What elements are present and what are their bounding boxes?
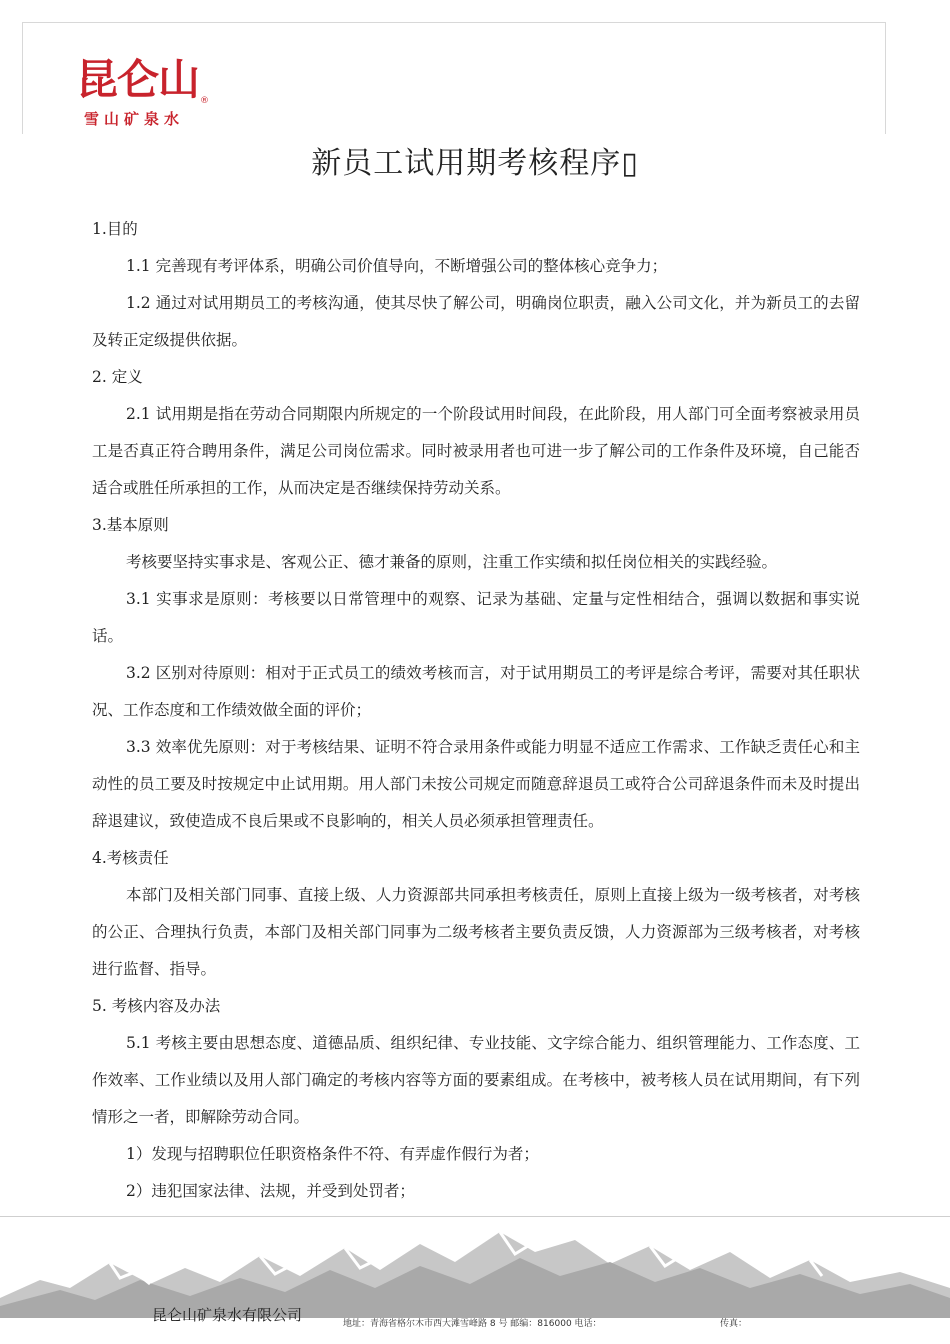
registered-mark: ® [200, 96, 209, 106]
body-paragraph: 本部门及相关部门同事、直接上级、人力资源部共同承担考核责任，原则上直接上级为一级考核者，对考核的公正、合理执行负责，本部门及相关部门同事为二级考核者主要负责反馈，人力资源部为三级考核者，对考核进行监督、指导。 [92, 886, 860, 978]
section-heading: 5. 考核内容及办法 [92, 997, 221, 1015]
body-paragraph: 1.1 完善现有考评体系，明确公司价值导向，不断增强公司的整体核心竞争力； [126, 257, 668, 275]
footer-company-name: 昆仑山矿泉水有限公司 [152, 1306, 303, 1324]
section-heading: 2. 定义 [92, 368, 143, 386]
document-title: 新员工试用期考核程序▯ [311, 146, 639, 181]
section-heading: 3.基本原则 [92, 516, 169, 534]
section-heading: 4.考核责任 [92, 849, 169, 867]
mountain-range-graphic [0, 1218, 950, 1318]
document-body [92, 211, 860, 1210]
page-footer [0, 1208, 950, 1344]
body-paragraph: 3.3 效率优先原则：对于考核结果、证明不符合录用条件或能力明显不适应工作需求、工作缺乏责任心和主动性的员工要及时按规定中止试用期。用人部门未按公司规定而随意辞退员工或符合公司辞退条件而未及时提出辞退建议，致使造成不良后果或不良影响的，相关人员必须承担管理责任。 [92, 738, 860, 830]
footer-divider [0, 1216, 950, 1217]
footer-address: 地址：青海省格尔木市西大滩雪峰路 8 号 邮编：816000 电话： [343, 1319, 602, 1329]
brand-subtitle: 雪山矿泉水 [84, 110, 185, 128]
frame-top-line [22, 22, 886, 23]
body-paragraph: 3.2 区别对待原则：相对于正式员工的绩效考核而言，对于试用期员工的考评是综合考评，需要对其任职状况、工作态度和工作绩效做全面的评价； [92, 664, 860, 719]
brand-logo [76, 56, 216, 136]
body-paragraph: 3.1 实事求是原则：考核要以日常管理中的观察、记录为基础、定量与定性相结合，强调以数据和事实说话。 [92, 590, 860, 645]
body-paragraph: 考核要坚持实事求是、客观公正、德才兼备的原则，注重工作实绩和拟任岗位相关的实践经验。 [126, 553, 778, 571]
frame-left-line [22, 22, 23, 134]
section-heading: 1.目的 [92, 220, 138, 238]
body-paragraph: 2）违犯国家法律、法规，并受到处罚者； [126, 1182, 415, 1200]
body-paragraph: 2.1 试用期是指在劳动合同期限内所规定的一个阶段试用时间段，在此阶段，用人部门可全面考察被录用员工是否真正符合聘用条件，满足公司岗位需求。同时被录用者也可进一步了解公司的工作条件及环境，自己能否适合或胜任所承担的工作，从而决定是否继续保持劳动关系。 [92, 405, 860, 497]
frame-right-line [885, 22, 886, 134]
body-paragraph: 1）发现与招聘职位任职资格条件不符、有弄虚作假行为者； [126, 1145, 539, 1163]
body-paragraph: 5.1 考核主要由思想态度、道德品质、组织纪律、专业技能、文字综合能力、组织管理能力、工作态度、工作效率、工作业绩以及用人部门确定的考核内容等方面的要素组成。在考核中，被考核人员在试用期间，有下列情形之一者，即解除劳动合同。 [92, 1034, 860, 1126]
body-paragraph: 1.2 通过对试用期员工的考核沟通，使其尽快了解公司，明确岗位职责，融入公司文化，并为新员工的去留及转正定级提供依据。 [92, 294, 860, 349]
brand-name: 昆仑山 [76, 55, 200, 104]
footer-fax: 传真： [720, 1319, 748, 1329]
